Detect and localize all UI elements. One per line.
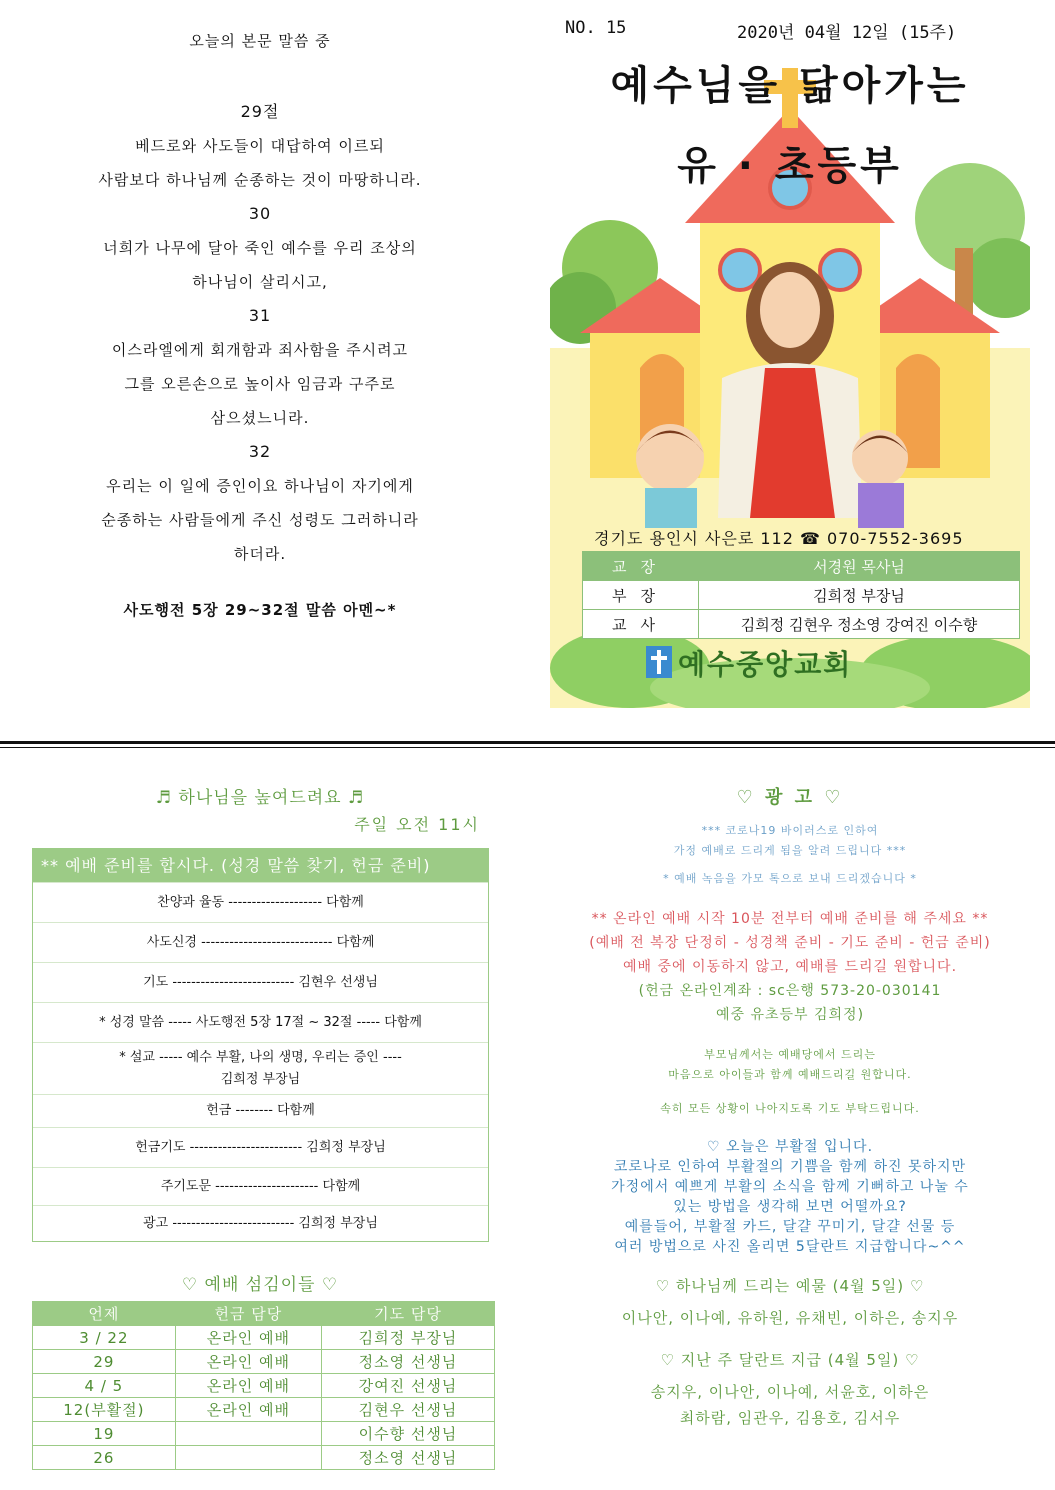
verse-30-line-1: 너희가 나무에 달아 죽인 예수를 우리 조상의 — [103, 239, 417, 257]
online-notice-line-3: 예배 중에 이동하지 않고, 예배를 드리길 원합니다. — [622, 959, 958, 975]
easter-line-6: 여러 방법으로 사진 올리면 5달란트 지급합니다~^^ — [614, 1239, 966, 1255]
cross-icon — [646, 646, 672, 678]
column-header: 기도 담당 — [321, 1302, 494, 1326]
scripture-heading: 오늘의 본문 말씀 중 — [189, 32, 331, 50]
cover-title-line-2: 유 · 초등부 — [677, 143, 903, 189]
verse-32-line-2: 순종하는 사람들에게 주신 성령도 그러하니라 — [101, 511, 419, 529]
online-notice-line-1: ** 온라인 예배 시작 10분 전부터 예배 준비를 해 주세요 ** — [591, 911, 989, 927]
cell-offering: 온라인 예배 — [175, 1398, 321, 1422]
staff-role: 교사 — [583, 610, 699, 639]
verse-31-line-3: 삼으셨느니라. — [210, 409, 310, 427]
talent-names-line-2: 최하람, 임관우, 김용호, 김서우 — [679, 1409, 901, 1427]
column-header: 헌금 담당 — [175, 1302, 321, 1326]
order-item: * 성경 말씀 ----- 사도행전 5장 17절 ~ 32절 ----- 다함께 — [99, 1014, 422, 1030]
cover-illustration — [550, 48, 1030, 708]
staff-row — [583, 552, 1020, 581]
recording-notice: * 예배 녹음을 가모 톡으로 보내 드리겠습니다 * — [663, 872, 917, 885]
order-item: 헌금 -------- 다함께 — [206, 1103, 315, 1118]
cell-offering: 온라인 예배 — [175, 1326, 321, 1350]
talent-names-line-1: 송지우, 이나안, 이나예, 서윤호, 이하은 — [650, 1383, 930, 1401]
verse-29-line-2: 사람보다 하나님께 순종하는 것이 마땅하니라. — [98, 171, 422, 189]
scripture-closing: 사도행전 5장 29~32절 말씀 아멘~* — [123, 601, 397, 619]
verse-31-line-1: 이스라엘에게 회개함과 죄사함을 주시려고 — [111, 341, 409, 359]
corona-notice-line-2: 가정 예배로 드리게 됨을 알려 드립니다 *** — [673, 844, 907, 857]
corona-notice-line-1: *** 코로나19 바이러스로 인하여 — [701, 824, 879, 837]
servers-header-row — [33, 1302, 495, 1326]
cell-offering: 온라인 예배 — [175, 1350, 321, 1374]
staff-table — [582, 551, 1020, 639]
order-row — [33, 922, 488, 962]
announcements-title: ♡ 광 고 ♡ — [736, 787, 844, 808]
order-item: * 설교 ----- 예수 부활, 나의 생명, 우리는 증인 ---- — [119, 1049, 402, 1065]
order-of-service — [32, 848, 489, 1242]
order-item: 주기도문 ---------------------- 다함께 — [160, 1178, 361, 1194]
staff-name: 서경원 목사님 — [699, 552, 1020, 581]
cell-offering — [175, 1422, 321, 1446]
online-notice-line-2: (예배 전 복장 단정히 - 성경책 준비 - 기도 준비 - 헌금 준비) — [589, 935, 991, 951]
staff-row — [583, 610, 1020, 639]
staff-role: 부장 — [583, 581, 699, 610]
order-banner: ** 예배 준비를 합시다. (성경 말씀 찾기, 헌금 준비) — [33, 849, 488, 882]
issue-date: 2020년 04월 12일 (15주) — [737, 23, 957, 43]
cell-date: 29 — [33, 1350, 176, 1374]
cell-date: 12(부활절) — [33, 1398, 176, 1422]
cell-offering: 온라인 예배 — [175, 1374, 321, 1398]
order-row — [33, 1127, 488, 1167]
easter-line-4: 있는 방법을 생각해 보면 어떨까요? — [673, 1199, 907, 1215]
order-item: 사도신경 ---------------------------- 다함께 — [146, 934, 375, 950]
table-row — [33, 1326, 495, 1350]
cell-date: 26 — [33, 1446, 176, 1470]
church-name: 예수중앙교회 — [678, 648, 853, 681]
table-row — [33, 1446, 495, 1470]
column-header: 언제 — [33, 1302, 176, 1326]
cell-prayer: 정소영 선생님 — [321, 1350, 494, 1374]
cell-prayer: 정소영 선생님 — [321, 1446, 494, 1470]
scripture-panel — [20, 30, 500, 620]
verse-29-number: 29절 — [240, 102, 280, 121]
cell-prayer: 이수향 선생님 — [321, 1422, 494, 1446]
easter-line-1: ♡ 오늘은 부활절 입니다. — [706, 1139, 874, 1155]
verse-31-number: 31 — [248, 306, 272, 325]
service-heading: ♬ 하나님을 높여드려요 ♬ — [155, 788, 365, 808]
page-divider — [0, 741, 1055, 744]
staff-role: 교장 — [583, 552, 699, 581]
talent-heading: ♡ 지난 주 달란트 지급 (4월 5일) ♡ — [660, 1351, 920, 1369]
table-row — [33, 1398, 495, 1422]
service-time: 주일 오전 11시 — [354, 815, 480, 834]
parents-notice-line-1: 부모님께서는 예배당에서 드리는 — [704, 1048, 876, 1061]
offering-account-line-1: (헌금 온라인계좌 : sc은행 573-20-030141 — [638, 983, 942, 999]
servers-heading: ♡ 예배 섬김이들 ♡ — [181, 1275, 339, 1295]
prayer-request: 속히 모든 상황이 나아지도록 기도 부탁드립니다. — [660, 1102, 920, 1115]
verse-30-number: 30 — [248, 204, 272, 223]
announcements — [555, 783, 1025, 1431]
cell-date: 4 / 5 — [33, 1374, 176, 1398]
order-item: 기도 -------------------------- 김현우 선생님 — [143, 974, 378, 990]
cell-prayer: 강여진 선생님 — [321, 1374, 494, 1398]
offering-account-line-2: 예중 유초등부 김희정) — [715, 1007, 865, 1023]
staff-name: 김희정 부장님 — [699, 581, 1020, 610]
order-row — [33, 1042, 488, 1094]
verse-32-line-1: 우리는 이 일에 증인이요 하나님이 자기에게 — [106, 477, 414, 495]
cell-date: 3 / 22 — [33, 1326, 176, 1350]
order-row — [33, 1205, 488, 1241]
cell-prayer: 김희정 부장님 — [321, 1326, 494, 1350]
order-item: 광고 -------------------------- 김희정 부장님 — [143, 1215, 378, 1231]
cell-offering — [175, 1446, 321, 1470]
verse-32-number: 32 — [248, 442, 272, 461]
servers-table — [32, 1301, 495, 1470]
order-item-speaker: 김희정 부장님 — [220, 1071, 301, 1087]
order-row — [33, 1002, 488, 1042]
cover-title-line-1: 예수님을 닮아가는 — [610, 63, 970, 109]
offering-gift-names: 이나안, 이나예, 유하원, 유채빈, 이하은, 송지우 — [621, 1309, 959, 1327]
staff-name: 김희정 김현우 정소영 강여진 이수향 — [699, 610, 1020, 639]
order-item: 헌금기도 ------------------------ 김희정 부장님 — [135, 1139, 386, 1155]
easter-line-3: 가정에서 예쁘게 부활의 소식을 함께 기뻐하고 나눌 수 — [611, 1179, 969, 1195]
verse-29-line-1: 베드로와 사도들이 대답하여 이르되 — [135, 137, 385, 155]
verse-32-line-3: 하더라. — [233, 545, 287, 563]
easter-line-5: 예를들어, 부활절 카드, 달걀 꾸미기, 달걀 선물 등 — [624, 1219, 956, 1235]
staff-row — [583, 581, 1020, 610]
issue-number: NO. 15 — [565, 18, 627, 38]
verse-31-line-2: 그를 오른손으로 높이사 임금과 구주로 — [124, 375, 396, 393]
order-row — [33, 1167, 488, 1205]
order-row — [33, 882, 488, 922]
order-item: 찬양과 율동 -------------------- 다함께 — [157, 894, 364, 910]
table-row — [33, 1422, 495, 1446]
verse-30-line-2: 하나님이 살리시고, — [192, 273, 328, 291]
church-address: 경기도 용인시 사은로 112 ☎ 070-7552-3695 — [594, 529, 964, 548]
table-row — [33, 1374, 495, 1398]
cell-date: 19 — [33, 1422, 176, 1446]
order-row — [33, 962, 488, 1002]
page-divider-thin — [0, 747, 1055, 748]
offering-gift-heading: ♡ 하나님께 드리는 예물 (4월 5일) ♡ — [655, 1277, 925, 1295]
parents-notice-line-2: 마음으로 아이들과 함께 예배드리길 원합니다. — [668, 1068, 912, 1081]
order-row — [33, 1094, 488, 1127]
cell-prayer: 김현우 선생님 — [321, 1398, 494, 1422]
easter-line-2: 코로나로 인하여 부활절의 기쁨을 함께 하진 못하지만 — [613, 1159, 967, 1175]
table-row — [33, 1350, 495, 1374]
